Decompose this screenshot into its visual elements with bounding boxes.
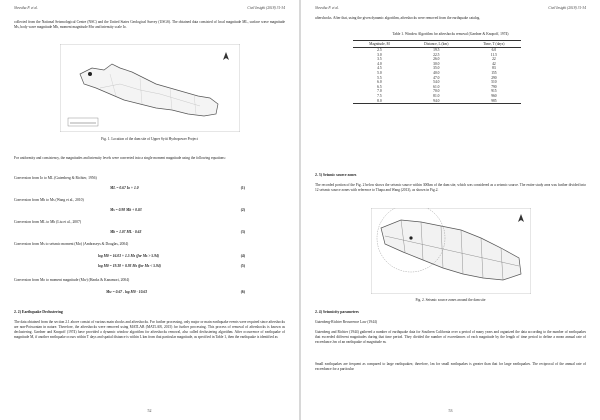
header-journal: Civil Insight (2018) 31-34 <box>247 6 285 10</box>
equation-4: log M0 = 16.03 + 1.5 Ms (for Ms > 5.94) (4) <box>98 254 245 258</box>
header-authors: Shrestha P. et al. <box>14 6 39 10</box>
cell-time: 155 <box>491 70 497 75</box>
cell-distance: 47.0 <box>433 75 440 80</box>
gr-subheading: Gutenberg-Richter Recurrence Law (1944) <box>315 320 377 324</box>
declustering-paragraph: The data obtained from the section 2.1 above consist of various main shocks and aftershocks. For further processing, only major or main earthquake events were required since aftershocks are non-Poissonian in nature. Therefore, the aftershocks were removed using MATLAB (MATLAB, 2015) for further processing. This process of removal of aftershocks is known as declustering. Gardner and Knopoff (1974) have provided a dynamic window algorithm for aftershocks removal, also called declustering algorithm. After occurrence of earthquake of magnitude M, if another earthquake occurs within T days and spatial distance is within L km from that particular magnitude, as specified in Table 1, then the earthquake is identified as <box>14 320 285 340</box>
table-row <box>353 48 521 53</box>
uniformity-paragraph: For uniformity and consistency, the magnitudes and intensity levels were converted into a single moment magnitude using the following equations: <box>14 156 226 160</box>
cell-distance: 61.0 <box>433 84 440 89</box>
equation-2: Ms = 0.98 Mb + 0.03 (2) <box>110 208 245 212</box>
figure-2-caption: Fig. 2. Seismic source zones around the dam site <box>415 298 486 302</box>
intro-paragraph: aftershocks. After that, using the given dynamic algorithm, aftershocks were removed from the earthquake catalog. <box>315 16 481 20</box>
equation-3: Mb = 1.07 ML - 0.63 (3) <box>110 230 245 234</box>
gr-paragraph-1: Gutenberg and Richter (1944) gathered a number of earthquake data for Southern California over a period of many years and organized the data according to the number of earthquakes that exceeded different magnitudes during that time period. They divided the number of exceedances of each magnitude by the length of time period to define a mean annual rate of exceedance λm of an earthquake of magnitude m. <box>315 330 586 345</box>
zones-paragraph: The recorded portion of the Fig. 2 below shows the seismic source within 300km of the dam site, which was considered as a seismic source. The entire study area was further divided into 12 seismic source zones with reference to Thapa and Wang (2013), as shown in Fig.2. <box>315 183 586 193</box>
cell-distance: 70.0 <box>433 89 440 94</box>
cell-time: 915 <box>491 89 497 94</box>
table-row <box>353 99 521 104</box>
cell-magnitude: 3.5 <box>377 57 382 62</box>
equation-5: log M0 = 19.38 + 0.93 Ms (for Ms < 5.94) (5) <box>98 264 245 268</box>
section-heading-2-4: 2. 4) Seismicity parameters <box>315 310 359 314</box>
figure-1-map <box>60 44 240 132</box>
cell-magnitude: 8.0 <box>353 99 406 104</box>
running-header-left <box>14 6 285 14</box>
equation-6: Mw = 0.67 . log M0 - 10.63 (6) <box>106 290 245 294</box>
cell-distance: 54.0 <box>433 80 440 85</box>
cell-time: 960 <box>491 93 497 98</box>
dam-site-marker <box>409 236 412 239</box>
cell-time: 6.0 <box>491 48 497 52</box>
cell-time: 790 <box>491 84 497 89</box>
cell-magnitude: 7.5 <box>377 93 382 98</box>
cell-time: 510 <box>491 80 497 85</box>
eq-label-3: Conversion from ML to Mb (Liu et al., 2007) <box>14 220 82 224</box>
header-authors: Shrestha P. et al. <box>315 6 340 10</box>
cell-time: 11.5 <box>490 52 497 57</box>
eq-label-2: Conversion from Mb to Ms (Wang et al., 2010) <box>14 198 84 202</box>
col-distance: Distance, L (km) <box>406 41 467 48</box>
figure-2-seismic-zones <box>371 208 531 294</box>
cell-magnitude: 5.5 <box>377 75 382 80</box>
table-header-row <box>353 41 521 48</box>
header-journal: Civil Insight (2018) 31-34 <box>548 6 586 10</box>
cell-distance: 81.0 <box>433 93 440 98</box>
equation-1: ML = 0.67 Io + 1.0 (1) <box>110 186 245 190</box>
intro-paragraph: collected from the National Seismological Centre (NSC) and the United States Geological Survey (USGS). The obtained data consisted of local magnitude ML, surface wave magnitude Ms, body wave magnitude Mb, moment magnitude Mw and intensity scale Io. <box>14 20 285 30</box>
figure-1-caption: Fig. 1. Location of the dam site of Upper Syiti Hydropower Project <box>101 137 198 141</box>
cell-magnitude: 7.0 <box>377 89 382 94</box>
eq-label-5: Conversion from Mo to moment magnitude (Mw) (Hanks & Kanamori, 2004) <box>14 278 130 282</box>
col-magnitude: Magnitude, M <box>353 41 406 48</box>
cell-distance: 19.5 <box>433 48 440 52</box>
cell-time: 83 <box>492 66 496 71</box>
table-row <box>353 94 521 99</box>
gr-paragraph-2: Small earthquakes are frequent as compared to large earthquakes; therefore, λm for small earthquakes is greater than that for large earthquakes. The reciprocal of the annual rate of exceedance for a particular <box>315 362 586 372</box>
section-heading-2-2: 2. 2) Earthquake Declustering <box>14 310 63 314</box>
eq-label-1: Conversion from Io to ML (Gutenberg & Richter, 1956) <box>14 176 97 180</box>
cell-magnitude: 4.0 <box>377 61 382 66</box>
cell-magnitude: 3.0 <box>377 52 382 57</box>
cell-magnitude: 5.0 <box>377 70 382 75</box>
cell-time: 22 <box>492 57 496 62</box>
cell-distance: 22.5 <box>433 52 440 57</box>
page-number-right: 53 <box>448 408 453 413</box>
page-right <box>301 0 600 420</box>
cell-magnitude: 6.5 <box>377 84 382 89</box>
col-time: Time, T (days) <box>467 41 521 48</box>
cell-magnitude: 4.5 <box>377 66 382 71</box>
cell-distance: 35.0 <box>433 66 440 71</box>
eq-label-4: Conversion from Ms to seismic moment (Mo) (Ambraseys & Douglas, 2004) <box>14 242 129 246</box>
table-row <box>353 71 521 76</box>
cell-time: 42 <box>492 61 496 66</box>
cell-magnitude: 6.0 <box>377 80 382 85</box>
cell-distance: 30.0 <box>433 61 440 66</box>
page-left <box>0 0 299 420</box>
cell-distance: 26.0 <box>433 57 440 62</box>
cell-time: 290 <box>491 75 497 80</box>
dam-site-marker <box>88 72 92 76</box>
cell-distance: 40.0 <box>433 70 440 75</box>
table-1-title: Table 1. Window Algorithm for aftershocks removal (Gardner & Knopoff, 1974) <box>392 32 509 36</box>
cell-magnitude: 2.5 <box>377 48 382 52</box>
cell-distance: 94.0 <box>406 99 467 104</box>
section-heading-2-3: 2. 3) Seismic source zones <box>315 173 357 177</box>
cell-time: 985 <box>467 99 521 104</box>
page-number-left: 52 <box>147 408 152 413</box>
table-1 <box>353 40 521 104</box>
running-header-right <box>315 6 586 14</box>
